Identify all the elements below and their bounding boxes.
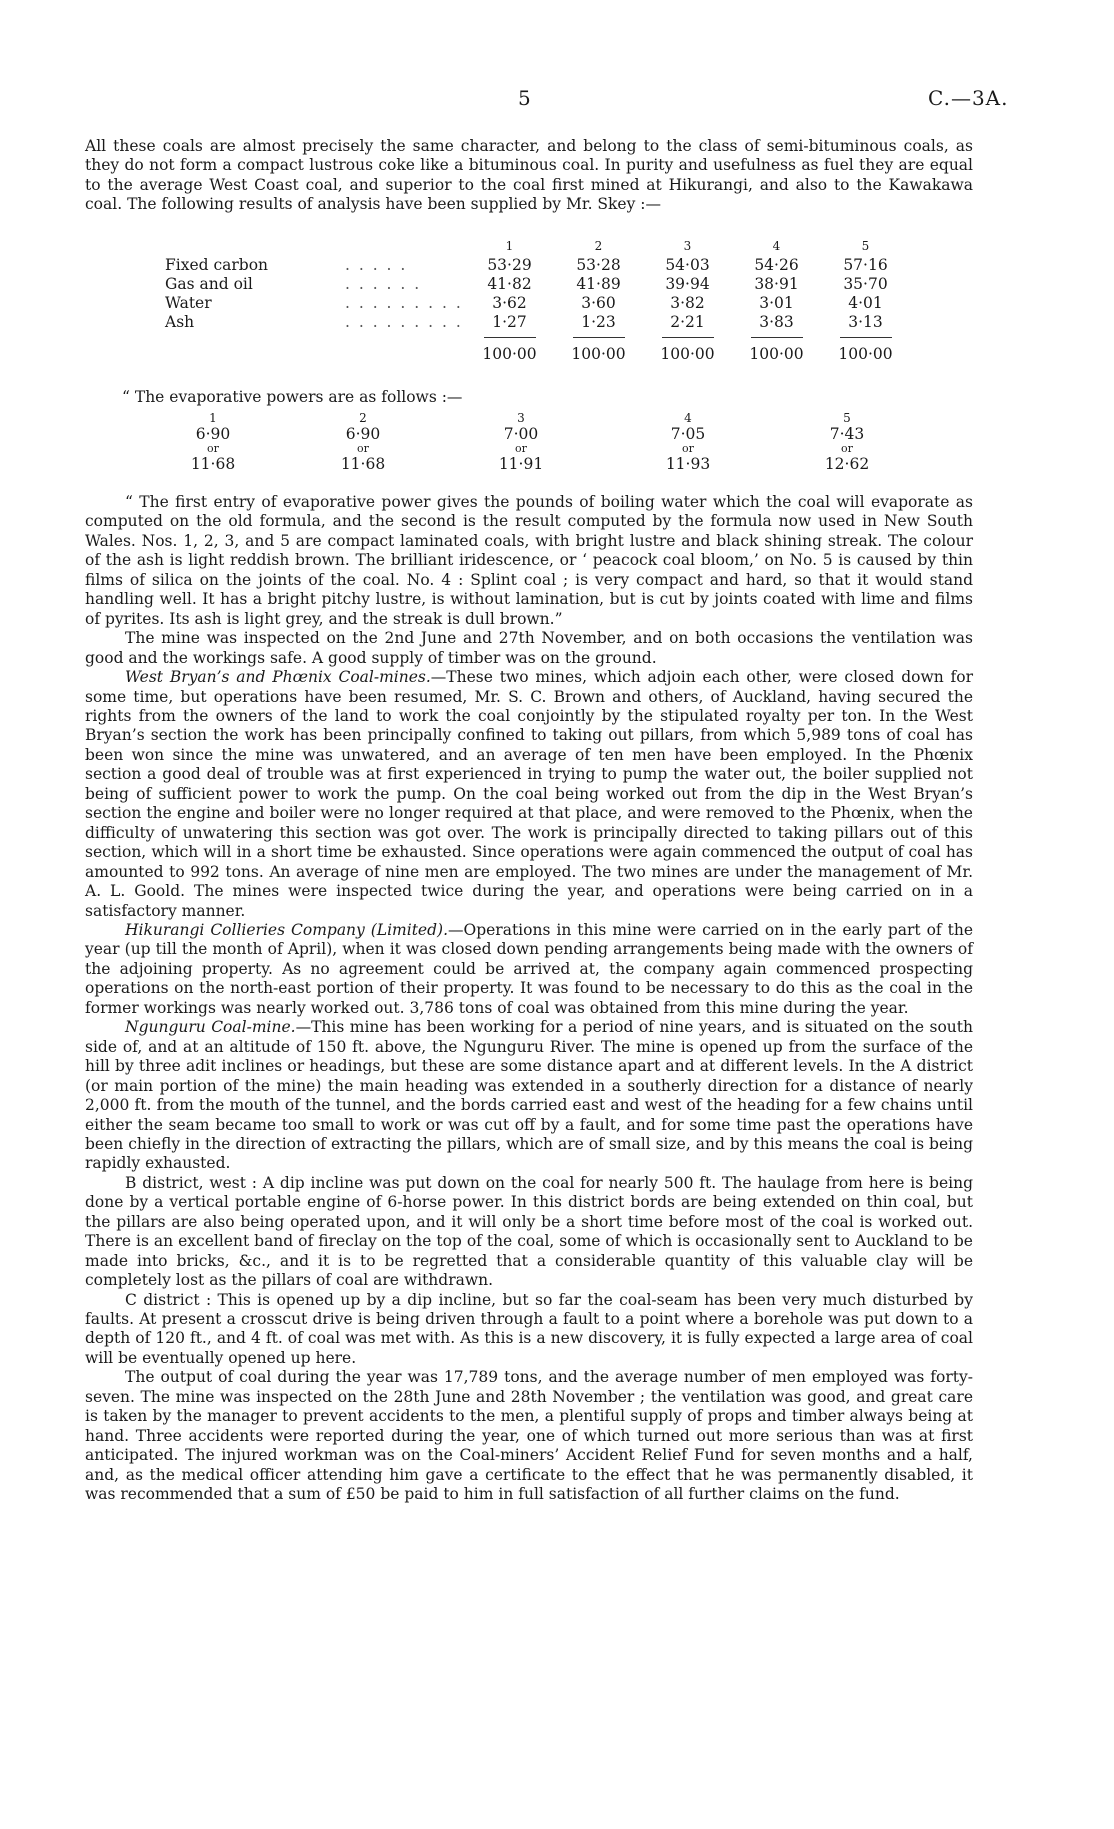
new-formula-value: 11·68 xyxy=(190,455,236,473)
leader-dots: . . . . . xyxy=(345,256,408,274)
table-row xyxy=(165,256,910,275)
table-cell: 3·01 xyxy=(759,294,794,312)
table-cell: 53·28 xyxy=(576,256,621,274)
section-heading: West Bryan’s and Phœnix Coal-mines. xyxy=(125,668,431,687)
row-label: Fixed carbon xyxy=(165,256,269,274)
table-cell: 38·91 xyxy=(754,275,799,293)
document-reference: C.—3A. xyxy=(928,86,1009,110)
total-rule xyxy=(573,337,625,338)
page-number: 5 xyxy=(518,86,531,110)
table-cell: 2·21 xyxy=(670,313,705,331)
leader-dots: . . . . . . . . . xyxy=(345,313,463,331)
paragraph: The mine was inspected on the 2nd June and 27th November, and on both occasions the ventilation was good and the workings safe. A good supply of timber was on the ground. xyxy=(85,629,973,667)
totals-row xyxy=(165,342,910,364)
leader-dots: . . . . . . xyxy=(345,275,422,293)
row-label: Water xyxy=(165,294,212,312)
total-rule xyxy=(484,337,536,338)
paragraph: Hikurangi Collieries Company (Limited).—Operations in this mine were carried on in the early part of the year (up till the month of April), when it was closed down pending arrangements being made with the owners of the adjoining property. As no agreement could be arrived at, the company again commenced prospecting operations on the north-east portion of their property. It was found to be necessary to do this as the coal in the former workings was nearly worked out. 3,786 tons of coal was obtained from this mine during the year. xyxy=(85,920,973,1017)
evaporative-column xyxy=(318,411,408,473)
new-formula-value: 11·68 xyxy=(340,455,386,473)
leader-dots: . . . . . . . . . xyxy=(345,294,463,312)
paragraph: Ngunguru Coal-mine.—This mine has been working for a period of nine years, and is situated on the south side of, and at an altitude of 150 ft. above, the Ngunguru River. The mine is opened up from the surface of the hill by three adit inclines or headings, but these are some distance apart and at different levels. In the A district (or main portion of the mine) the main heading was extended in a southerly direction for a distance of nearly 2,000 ft. from the mouth of the tunnel, and the bords carried east and west of the heading for a few chains until either the seam became too small to work or was cut off by a fault, and for some time past the operations have been chiefly in the direction of extracting the pillars, which are of small size, and by this means the coal is being rapidly exhausted. xyxy=(85,1018,973,1173)
intro-paragraph: All these coals are almost precisely the same character, and belong to the class of semi-bituminous coals, as they do not form a compact lustrous coke like a bituminous coal. In purity and usefulness as fuel they are equal to the average West Coast coal, and superior to the coal first mined at Hikurangi, and also to the Kawakawa coal. The following results of analysis have been supplied by Mr. Skey :— xyxy=(85,137,973,214)
old-formula-value: 7·05 xyxy=(670,425,706,443)
old-formula-value: 7·43 xyxy=(829,425,865,443)
paragraph: West Bryan’s and Phœnix Coal-mines.—These two mines, which adjoin each other, were closed down for some time, but operations have been resumed, Mr. S. C. Brown and others, of Auckland, having secured the rights from the owners of the land to work the coal conjointly by the stipulated royalty per ton. In the West Bryan’s section the work has been principally confined to taking out pillars, from which 5,989 tons of coal has been won since the mine was unwatered, and an average of ten men have been employed. In the Phœnix section a good deal of trouble was at first experienced in trying to pump the water out, the boiler supplied not being of sufficient power to work the pump. On the coal being worked out from the dip in the West Bryan’s section the engine and boiler were no longer required at that place, and were removed to the Phœnix, when the difficulty of unwatering this section was got over. The work is principally directed to taking pillars out of this section, which will in a short time be exhausted. Since operations were again commenced the output of coal has amounted to 992 tons. An average of nine men are employed. The two mines are under the management of Mr. A. L. Goold. The mines were inspected twice during the year, and operations were being carried on in a satisfactory manner. xyxy=(85,668,973,920)
table-cell: 3·62 xyxy=(492,294,527,312)
table-cell: 1·27 xyxy=(492,313,527,331)
or-label: or xyxy=(682,442,694,455)
new-formula-value: 11·93 xyxy=(665,455,711,473)
column-number: 4 xyxy=(684,411,692,425)
new-formula-value: 12·62 xyxy=(824,455,870,473)
section-heading: Hikurangi Collieries Company (Limited). xyxy=(125,920,448,939)
column-header: 2 xyxy=(594,239,603,253)
total-cell: 100·00 xyxy=(660,345,715,363)
column-header: 4 xyxy=(772,239,781,253)
paragraph: “ The first entry of evaporative power gives the pounds of boiling water which the coal will evaporate as computed on the old formula, and the second is the result computed by the formula now used in New South Wales. Nos. 1, 2, 3, and 5 are compact laminated coals, with bright lustre and black shining streak. The colour of the ash is light reddish brown. The brilliant iridescence, or ‘ peacock coal bloom,’ on No. 5 is caused by thin films of silica on the joints of the coal. No. 4 : Splint coal ; is very compact and hard, so that it would stand handling well. It has a bright pitchy lustre, is without lamination, but is cut by joints coated with lime and films of pyrites. Its ash is light grey, and the streak is dull brown.” xyxy=(85,493,973,628)
old-formula-value: 7·00 xyxy=(503,425,539,443)
table-row xyxy=(165,294,910,313)
column-number: 1 xyxy=(209,411,217,425)
column-number: 2 xyxy=(359,411,367,425)
table-cell: 35·70 xyxy=(843,275,888,293)
table-cell: 41·82 xyxy=(487,275,532,293)
table-cell: 54·03 xyxy=(665,256,710,274)
total-cell: 100·00 xyxy=(482,345,537,363)
old-formula-value: 6·90 xyxy=(195,425,231,443)
total-rule xyxy=(840,337,892,338)
table-row xyxy=(165,313,910,332)
row-label: Gas and oil xyxy=(165,275,253,293)
table-cell: 39·94 xyxy=(665,275,710,293)
total-rule-row xyxy=(165,332,910,342)
paragraph: C district : This is opened up by a dip incline, but so far the coal-seam has been very much disturbed by faults. At present a crosscut drive is being driven through a fault to a point where a borehole was put down to a depth of 120 ft., and 4 ft. of coal was met with. As this is a new discovery, it is fully expected a large area of coal will be eventually opened up here. xyxy=(85,1290,973,1367)
or-label: or xyxy=(207,442,219,455)
new-formula-value: 11·91 xyxy=(498,455,544,473)
table-row xyxy=(165,275,910,294)
or-label: or xyxy=(357,442,369,455)
evaporative-column xyxy=(643,411,733,473)
column-header: 5 xyxy=(861,239,870,253)
column-number: 3 xyxy=(517,411,525,425)
section-heading: Ngunguru Coal-mine. xyxy=(125,1018,296,1037)
or-label: or xyxy=(841,442,853,455)
table-cell: 53·29 xyxy=(487,256,532,274)
table-cell: 4·01 xyxy=(848,294,883,312)
old-formula-value: 6·90 xyxy=(345,425,381,443)
total-cell: 100·00 xyxy=(838,345,893,363)
paragraph: The output of coal during the year was 17,789 tons, and the average number of men employed was forty-seven. The mine was inspected on the 28th June and 28th November ; the ventilation was good, and great care is taken by the manager to prevent accidents to the men, a plentiful supply of props and timber always being at hand. Three accidents were reported during the year, one of which turned out more serious than was at first anticipated. The injured workman was on the Coal-miners’ Accident Relief Fund for seven months and a half, and, as the medical officer attending him gave a certificate to the effect that he was permanently disabled, it was recommended that a sum of £50 be paid to him in full satisfaction of all further claims on the fund. xyxy=(85,1368,973,1504)
analysis-table xyxy=(165,237,910,364)
evaporative-column xyxy=(168,411,258,473)
evaporative-intro: “ The evaporative powers are as follows :— xyxy=(122,388,463,406)
evaporative-table xyxy=(168,411,908,487)
intro-block xyxy=(85,137,973,215)
table-cell: 54·26 xyxy=(754,256,799,274)
table-cell: 57·16 xyxy=(843,256,888,274)
total-cell: 100·00 xyxy=(571,345,626,363)
row-label: Ash xyxy=(165,313,195,331)
evaporative-column xyxy=(802,411,892,473)
table-cell: 1·23 xyxy=(581,313,616,331)
table-cell: 3·13 xyxy=(848,313,883,331)
table-cell: 3·60 xyxy=(581,294,616,312)
or-label: or xyxy=(515,442,527,455)
body-text xyxy=(85,493,973,1505)
analysis-header-row xyxy=(165,237,910,256)
table-cell: 41·89 xyxy=(576,275,621,293)
table-cell: 3·82 xyxy=(670,294,705,312)
total-cell: 100·00 xyxy=(749,345,804,363)
table-cell: 3·83 xyxy=(759,313,794,331)
column-header: 1 xyxy=(505,239,514,253)
column-header: 3 xyxy=(683,239,692,253)
evaporative-column xyxy=(476,411,566,473)
total-rule xyxy=(751,337,803,338)
total-rule xyxy=(662,337,714,338)
column-number: 5 xyxy=(843,411,851,425)
paragraph: B district, west : A dip incline was put down on the coal for nearly 500 ft. The haulage from here is being done by a vertical portable engine of 6-horse power. In this district bords are being extended on thin coal, but the pillars are also being operated upon, and it will only be a short time before most of the coal is worked out. There is an excellent band of fireclay on the top of the coal, some of which is occasionally sent to Auckland to be made into bricks, &c., and it is to be regretted that a considerable quantity of this valuable clay will be completely lost as the pillars of coal are withdrawn. xyxy=(85,1173,973,1290)
